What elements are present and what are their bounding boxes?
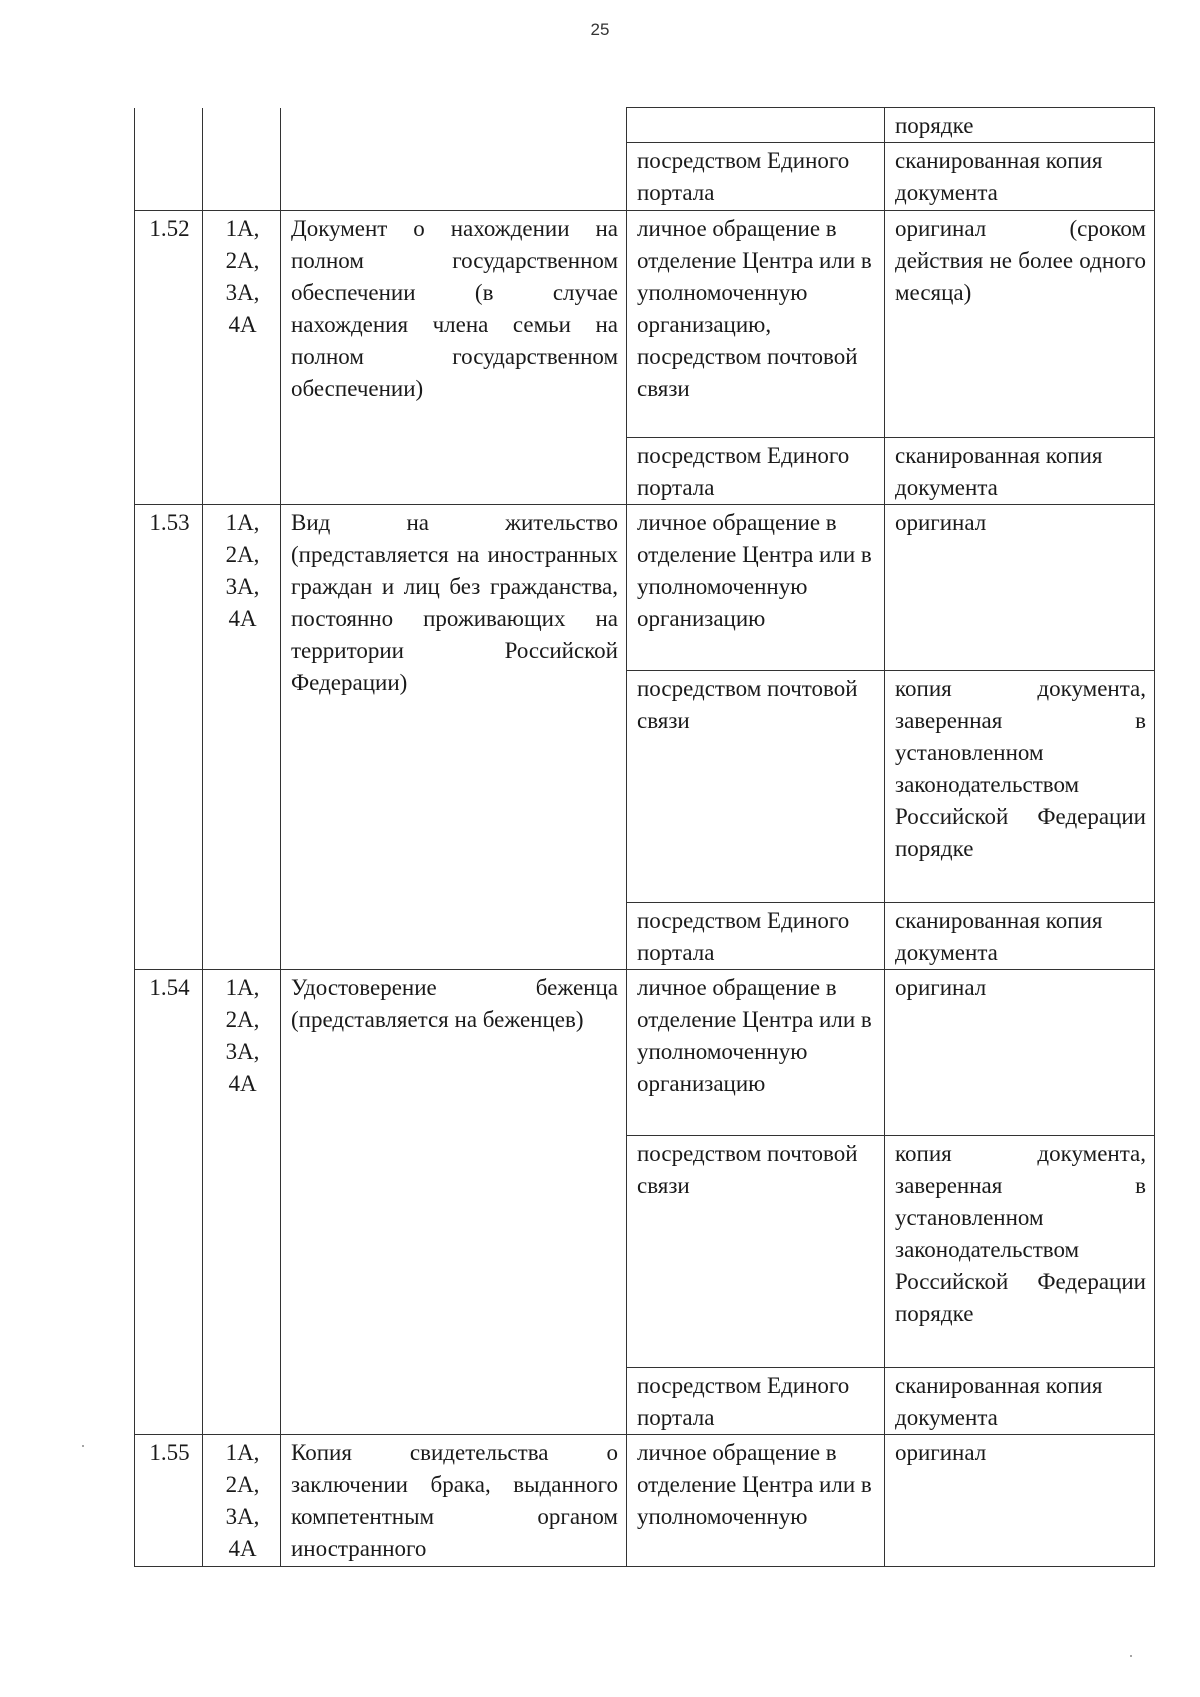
- document-name-cell: [281, 108, 627, 211]
- categories-cell: 1А, 2А, 3А, 4А: [203, 505, 281, 970]
- categories-cell: 1А, 2А, 3А, 4А: [203, 1435, 281, 1567]
- documents-table: [134, 107, 1155, 1567]
- document-form-cell: оригинал: [885, 970, 1155, 1136]
- row-number-cell: 1.54: [135, 970, 203, 1435]
- scan-speck: [1130, 1655, 1132, 1657]
- row-number-cell: 1.53: [135, 505, 203, 970]
- table-row: [135, 505, 1155, 671]
- table-row: [135, 1435, 1155, 1567]
- document-name-cell: Копия свидетельства о заключении брака, выданного компетентным органом иностранного: [281, 1435, 627, 1567]
- table-row: [135, 108, 1155, 143]
- categories-cell: 1А, 2А, 3А, 4А: [203, 970, 281, 1435]
- submission-method-cell: личное обращение в отделение Центра или в уполномоченную организацию: [627, 970, 885, 1136]
- submission-method-cell: посредством Единого портала: [627, 1368, 885, 1435]
- document-name-cell: Документ о нахождении на полном государственном обеспечении (в случае нахождения члена семьи на полном государственном обеспечении): [281, 211, 627, 505]
- submission-method-cell: личное обращение в отделение Центра или в уполномоченную организацию: [627, 505, 885, 671]
- submission-method-cell: посредством Единого портала: [627, 903, 885, 970]
- document-form-cell: сканированная копия документа: [885, 1368, 1155, 1435]
- page-number: 25: [590, 20, 610, 39]
- document-form-cell: оригинал (сроком действия не более одного месяца): [885, 211, 1155, 438]
- table-row: [135, 211, 1155, 438]
- submission-method-cell: посредством почтовой связи: [627, 1136, 885, 1368]
- document-name-cell: Вид на жительство (представляется на иностранных граждан и лиц без гражданства, постоянно проживающих на территории Российской Федерации): [281, 505, 627, 970]
- submission-method-cell: [627, 108, 885, 143]
- document-form-cell: порядке: [885, 108, 1155, 143]
- row-number-cell: 1.52: [135, 211, 203, 505]
- row-number-cell: 1.55: [135, 1435, 203, 1567]
- document-form-cell: сканированная копия документа: [885, 143, 1155, 211]
- submission-method-cell: посредством почтовой связи: [627, 671, 885, 903]
- document-form-cell: оригинал: [885, 1435, 1155, 1567]
- document-form-cell: копия документа, заверенная в установленном законодательством Российской Федерации порядке: [885, 671, 1155, 903]
- submission-method-cell: посредством Единого портала: [627, 143, 885, 211]
- categories-cell: [203, 108, 281, 211]
- document-form-cell: оригинал: [885, 505, 1155, 671]
- categories-cell: 1А, 2А, 3А, 4А: [203, 211, 281, 505]
- document-form-cell: копия документа, заверенная в установленном законодательством Российской Федерации порядке: [885, 1136, 1155, 1368]
- document-form-cell: сканированная копия документа: [885, 903, 1155, 970]
- submission-method-cell: посредством Единого портала: [627, 438, 885, 505]
- row-number-cell: [135, 108, 203, 211]
- document-form-cell: сканированная копия документа: [885, 438, 1155, 505]
- submission-method-cell: личное обращение в отделение Центра или в уполномоченную организацию, посредством почтовой связи: [627, 211, 885, 438]
- scan-speck: [82, 1445, 84, 1447]
- document-name-cell: Удостоверение беженца (представляется на беженцев): [281, 970, 627, 1435]
- submission-method-cell: личное обращение в отделение Центра или в уполномоченную: [627, 1435, 885, 1567]
- table-row: [135, 970, 1155, 1136]
